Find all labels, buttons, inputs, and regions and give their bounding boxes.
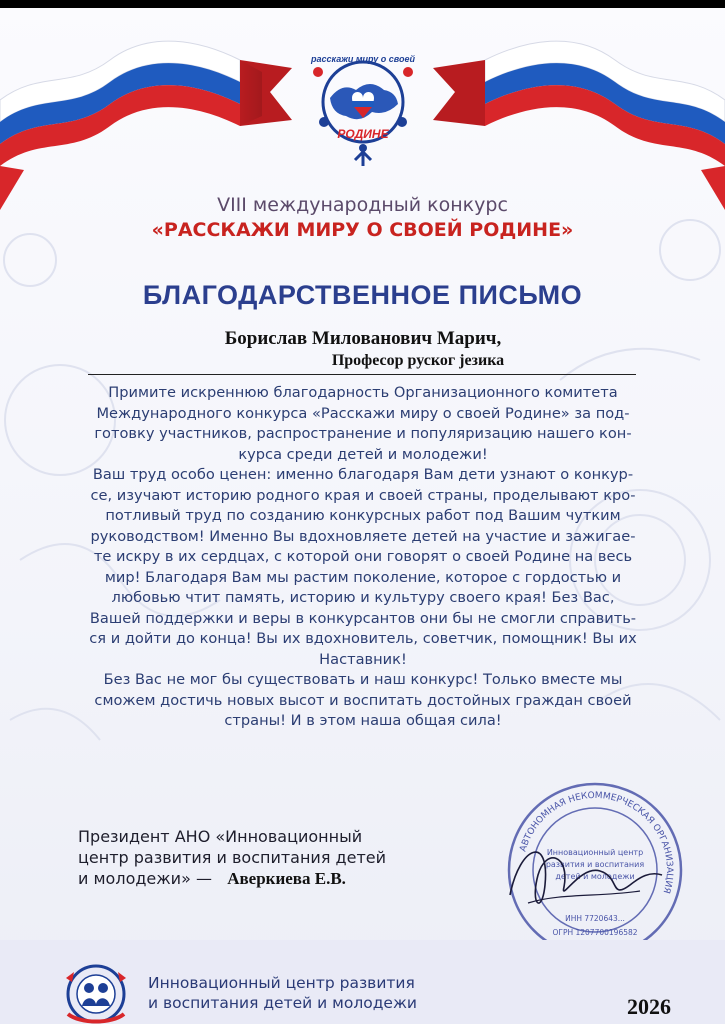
- footer-org-line2: и воспитания детей и молодежи: [148, 994, 418, 1012]
- body-line: потливый труд по созданию конкурсных работ под Вашим чутким: [105, 507, 621, 524]
- signature-block: [78, 826, 438, 889]
- document-title: БЛАГОДАРСТВЕННОЕ ПИСЬМО: [142, 280, 583, 310]
- signer-title-line2: центр развития и воспитания детей: [78, 848, 387, 867]
- body-line: мир! Благодаря Вам мы растим поколение, которое с гордостью и: [104, 568, 622, 586]
- logo-text-top: расскажи миру о своей: [311, 54, 415, 64]
- signer-title-line1: Президент АНО «Инновационный: [78, 827, 363, 846]
- stamp-center-line2: развития и воспитания: [545, 860, 645, 869]
- logo-text-bottom: РОДИНЕ: [337, 127, 389, 141]
- body-line: руководством! Именно Вы вдохновляете детей на участие и зажигае-: [90, 527, 636, 545]
- stamp-inn: ИНН 7720643...: [565, 914, 625, 923]
- footer-org-line1: Инновационный центр развития: [148, 974, 415, 992]
- recipient-role: Професор руског језика: [331, 352, 505, 369]
- letter-body: [72, 383, 654, 732]
- stamp-ogrn: ОГРН 1207700196582: [552, 928, 638, 937]
- org-logo: [56, 958, 136, 1024]
- body-line: Наставник!: [319, 650, 407, 668]
- body-line: Без Вас не мог бы существовать и наш конкурс! Только вместе мы: [103, 671, 623, 688]
- body-line: Примите искреннюю благодарность Организационного комитета: [108, 384, 618, 401]
- body-line: ся и дойти до конца! Вы их вдохновитель, советчик, помощник! Вы их: [89, 630, 637, 647]
- russian-flag-ribbon-right: [425, 20, 725, 210]
- contest-name: «РАССКАЖИ МИРУ О СВОЕЙ РОДИНЕ»: [151, 219, 574, 241]
- russian-flag-ribbon-left: [0, 20, 300, 210]
- body-line: готовку участников, распространение и популяризацию нашего кон-: [94, 425, 632, 442]
- official-stamp: [490, 775, 700, 960]
- stamp-ring-text-path: АВТОНОМНАЯ НЕКОММЕРЧЕСКАЯ ОРГАНИЗАЦИЯ: [518, 790, 675, 895]
- body-line: курса среди детей и молодежи!: [238, 445, 488, 463]
- body-line: Ваш труд особо ценен: именно благодаря Вам дети узнают о конкур-: [92, 466, 634, 483]
- footer-org-name: [148, 973, 478, 1013]
- recipient-name: Борислав Милованович Марич,: [224, 328, 502, 349]
- stamp-center-line1: Инновационный центр: [546, 848, 644, 857]
- body-line: любовью чтит память, историю и культуру своего края! Без Вас,: [111, 589, 615, 606]
- signer-title-line3: [78, 868, 438, 889]
- body-line: сможем достичь новых высот и воспитать достойных граждан своей: [94, 691, 632, 709]
- signer-name: Аверкиева Е.В.: [227, 869, 346, 888]
- body-line: се, изучают историю родного края и своей страны, проделывают кро-: [90, 486, 636, 504]
- body-line: те искру в их сердцах, с которой они говорят о своей Родине на весь: [93, 548, 633, 565]
- body-line: страны! И в этом наша общая сила!: [224, 712, 502, 729]
- body-line: Вашей поддержки и веры в конкурсантов они бы не смогли справить-: [89, 609, 637, 627]
- contest-title: VIII международный конкурс: [217, 194, 508, 216]
- signer-title-line3-text: и молодежи» —: [78, 869, 212, 888]
- contest-logo: [300, 42, 426, 172]
- footer-year: 2026: [627, 994, 671, 1019]
- recipient-underline: [88, 374, 636, 375]
- body-line: Международного конкурса «Расскажи миру о своей Родине» за под-: [96, 404, 630, 422]
- stamp-center-line3: детей и молодежи: [555, 872, 635, 881]
